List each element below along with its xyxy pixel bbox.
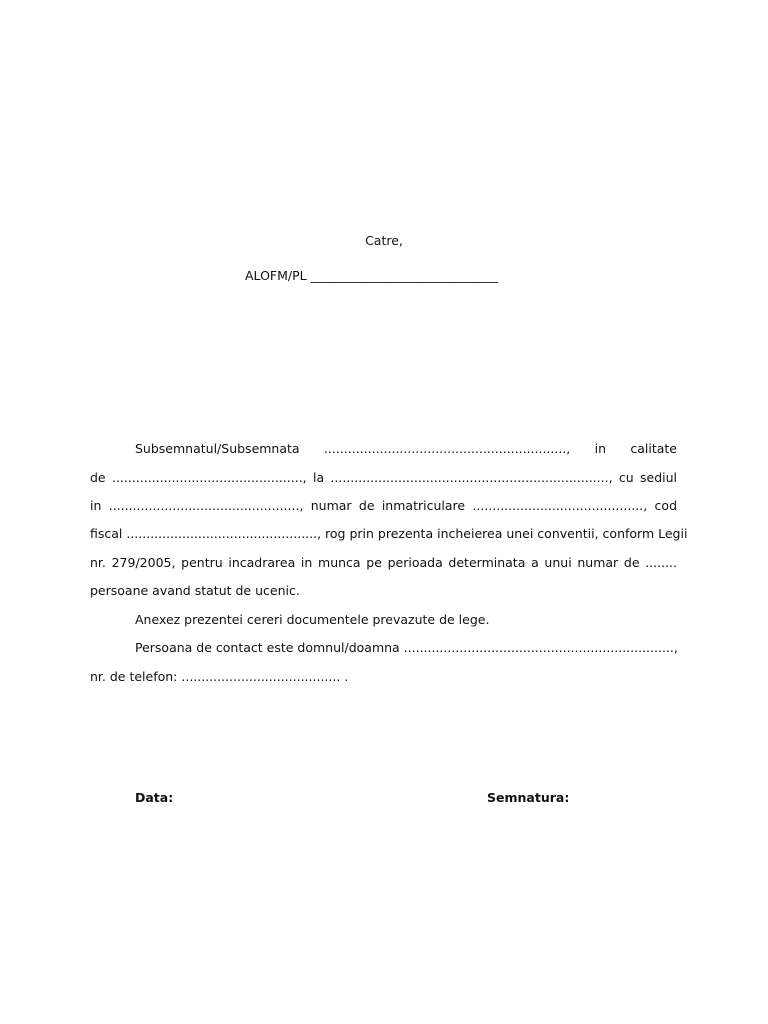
- body-line-1: Subsemnatul/Subsemnata ............................................................., in calitate: [135, 441, 677, 456]
- to-label: Catre,: [365, 233, 403, 248]
- body-line-4: fiscal ................................................, rog prin prezenta incheierea unei conventii, conform Legii: [90, 526, 688, 541]
- annex-line: Anexez prezentei cereri documentele prevazute de lege.: [135, 612, 490, 627]
- date-label: Data:: [135, 790, 174, 805]
- body-line-2: de ................................................, la ......................................................................, cu sediul: [90, 470, 677, 485]
- signature-label: Semnatura:: [487, 790, 570, 805]
- contact-line-2: nr. de telefon: ........................................ .: [90, 669, 349, 684]
- recipient-line: ALOFM/PL ______________________________: [245, 268, 499, 283]
- body-line-3: in ................................................, numar de inmatriculare ..........................................., cod: [90, 498, 677, 513]
- contact-line-1: Persoana de contact este domnul/doamna ....................................................................,: [135, 640, 678, 655]
- body-line-5: nr. 279/2005, pentru incadrarea in munca pe perioada determinata a unui numar de ........: [90, 555, 677, 570]
- body-line-6: persoane avand statut de ucenic.: [90, 583, 300, 598]
